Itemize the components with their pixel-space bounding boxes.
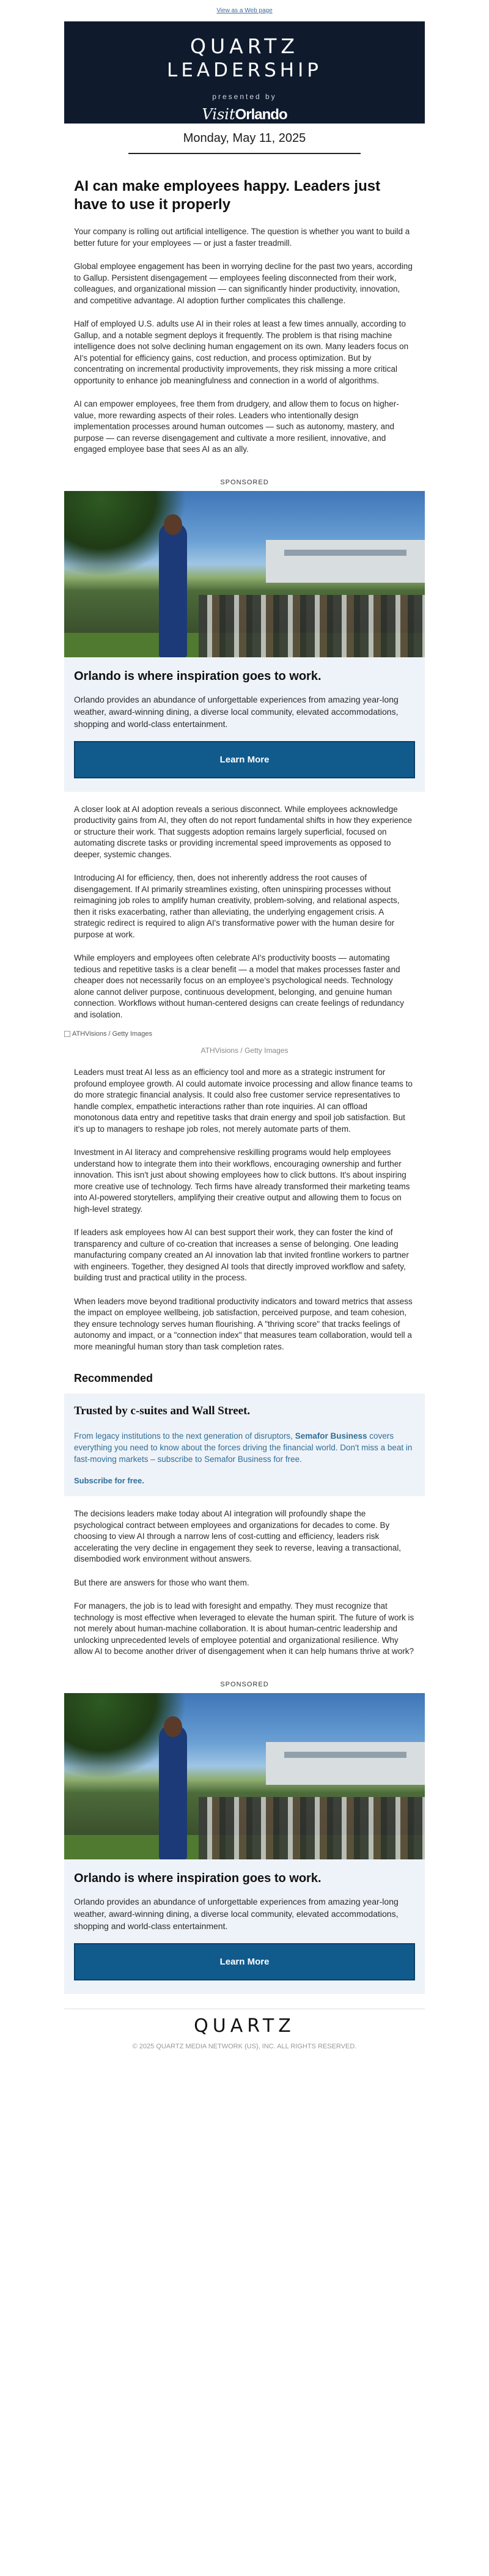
logo-orlando-text: Orlando	[235, 106, 287, 123]
paragraph: Leaders must treat AI less as an efficiency tool and more as a strategic instrument for profound employee growth. AI could automate invoice processing and allow finance teams to do more strategic financial analysis. It could also free customer service representatives to handle complex, empathetic interactions rather than rote inquiries. AI can offload monotonous data entry and repetitive tasks that drain energy and spoil job satisfaction. But it's up to managers to reshape job roles, not merely automate parts of them.	[74, 1068, 413, 1134]
paragraph: Global employee engagement has been in worrying decline for the past two years, according to Gallup. Persistent disengagement — employees feeling disconnected from their work, colleagues, and organizational mission — can significantly hinder productivity, innovation, and competitive advantage. AI adoption further complicates this challenge.	[74, 262, 413, 305]
paragraph: For managers, the job is to lead with foresight and empathy. They must recognize that technology is most effective when leveraged to elevate the human spirit. The future of work is not merely about human-machine collaboration. It is about human-centric leadership and unlocking unprecedented levels of employee potential and organizational resilience. Why allow AI to become another driver of disengagement when it can help humans thrive at work?	[74, 1601, 414, 1656]
paragraph: When leaders move beyond traditional productivity indicators and toward metrics that assess the impact on employee wellbeing, job satisfaction, perceived purpose, and team cohesion, they ensure technology serves human flourishing. A "thriving score" that tracks feelings of autonomy and impact, or a "connection index" that measures team collaboration, would tell a more meaningful human story than task completion rates.	[74, 1296, 413, 1351]
logo-visit-text: Visit	[202, 106, 235, 123]
recommended-body-lead: From legacy institutions to the next generation of disruptors,	[74, 1431, 295, 1441]
brand-line-leadership: LEADERSHIP	[167, 59, 322, 81]
date-divider	[128, 153, 361, 154]
article-body	[64, 177, 425, 456]
sponsored-ad	[64, 1693, 425, 1994]
issue-date: Monday, May 11, 2025	[183, 131, 306, 145]
learn-more-button[interactable]: Learn More	[74, 1943, 415, 1980]
broken-image-icon	[64, 1031, 70, 1037]
masthead	[64, 21, 425, 124]
sponsored-label: SPONSORED	[220, 478, 269, 486]
footer-logo[interactable]: QUARTZ	[64, 2009, 425, 2037]
view-as-web-page-link[interactable]: View as a Web page	[216, 7, 273, 14]
photo-speaker	[159, 523, 187, 657]
paragraph: But there are answers for those who want them.	[74, 1578, 249, 1587]
paragraph: Introducing AI for efficiency, then, does not inherently address the root causes of disengagement. If AI primarily streamlines existing, often uninspiring processes without reimagining job roles to amplify human creativity, problem-solving, and relational aspects, then it risks exacerbating, rather than alleviating, the underlying engagement crisis. A strategic redirect is required to align AI's transformative power with the human desire for purpose at work.	[74, 873, 400, 939]
ad-headline: Orlando is where inspiration goes to work.	[74, 669, 322, 683]
recommended-body[interactable]	[74, 1430, 415, 1465]
paragraph: A closer look at AI adoption reveals a serious disconnect. While employees acknowledge productivity gains from AI, they often do not report fundamental shifts in how they experience or structure their work. That suggests adoption remains largely superficial, focused on automating discrete tasks or providing incremental speed improvements as opposed to deeper, systemic changes.	[74, 804, 413, 859]
paragraph: While employers and employees often celebrate AI's productivity boosts — automating tedious and repetitive tasks is a clear benefit — a model that makes processes faster and cheaper does not necessarily focus on an employee's psychological needs. Technology alone cannot deliver purpose, continuous development, belonging, and genuine human connection. Workflows without human-centered designs can create feelings of redundancy and isolation.	[74, 953, 405, 1019]
paragraph: Investment in AI literacy and comprehensive reskilling programs would help employees understand how to integrate them into their workflows, encouraging ownership and further innovation. This isn't just about showing employees how to click buttons. It's about inspiring more creative use of technology. Tech firms have already transformed their marketing teams into AI-powered storytellers, amplifying their creative output and allowing them to focus on high-level strategy.	[74, 1148, 410, 1214]
article-body-part3	[64, 1067, 425, 1385]
photo-building	[266, 540, 425, 583]
photo-speaker-head	[164, 514, 182, 535]
recommended-title: Trusted by c-suites and Wall Street.	[74, 1404, 251, 1417]
paragraph: Your company is rolling out artificial intelligence. The question is whether you want to build a better future for your employees — or just a faster treadmill.	[74, 227, 410, 248]
ad-headline: Orlando is where inspiration goes to work.	[74, 1871, 322, 1885]
brand-line-quartz: QUARTZ	[190, 34, 299, 58]
image-alt-text: ATHVisions / Getty Images	[72, 1030, 153, 1038]
sponsored-ad	[64, 491, 425, 792]
ad-event-photo[interactable]	[64, 491, 425, 657]
ad-event-photo[interactable]	[64, 1693, 425, 1859]
photo-building-band	[284, 1752, 406, 1758]
recommended-box	[64, 1393, 425, 1496]
paragraph: If leaders ask employees how AI can best support their work, they can foster the kind of transparency and culture of co-creation that increases a sense of belonging. One leading manufacturing company created an AI innovation lab that invited frontline workers to partner with engineers. Together, they designed AI tools that directly improved workflow and safety, building trust and practical utility in the process.	[74, 1228, 409, 1282]
photo-building	[266, 1742, 425, 1785]
ad-body: Orlando provides an abundance of unforgettable experiences from amazing year-long weather, award-winning dining, a diverse local community, elevated accommodations, shopping and world-class entertainment.	[74, 694, 399, 729]
photo-speaker	[159, 1725, 187, 1859]
learn-more-button[interactable]: Learn More	[74, 741, 415, 778]
photo-speaker-head	[164, 1716, 182, 1737]
broken-image	[64, 1030, 425, 1038]
recommended-body-rest: covers everything you need to know about the forces driving the financial world. Don't miss a beat in fast-moving markets – subscribe to Semafor Business for free.	[74, 1431, 413, 1464]
photo-audience	[199, 595, 425, 657]
article-body-part4	[64, 1508, 425, 1658]
email-container	[64, 0, 425, 2060]
paragraph: AI can empower employees, free them from drudgery, and allow them to focus on higher-value, more rewarding aspects of their roles. Leaders who intentionally design implementation processes around human outcomes — such as autonomy, mastery, and purpose — can reverse disengagement and cultivate a more resilient, innovative, and engaged employee base that sees AI as an ally.	[74, 399, 399, 454]
paragraph: The decisions leaders make today about AI integration will profoundly shape the psychological contract between employees and organizations for decades to come. By choosing to view AI through a narrow lens of cost-cutting and efficiency, leaders risk accelerating the very decline in engagement they seek to reverse, leaving a transactional, disembodied work environment without answers.	[74, 1509, 402, 1563]
recommended-heading: Recommended	[74, 1372, 153, 1384]
ad-body: Orlando provides an abundance of unforgettable experiences from amazing year-long weather, award-winning dining, a diverse local community, elevated accommodations, shopping and world-class entertainment.	[74, 1896, 399, 1931]
article-headline: AI can make employees happy. Leaders just have to use it properly	[74, 178, 381, 213]
article-body-continued	[64, 804, 425, 1021]
presented-by-label: presented by	[212, 92, 277, 101]
subscribe-link[interactable]: Subscribe for free.	[74, 1476, 144, 1485]
paragraph: Half of employed U.S. adults use AI in their roles at least a few times annually, according to Gallup, and a notable segment deploys it frequently. The problem is that rising machine intelligence does not solve declining human engagement on its own. Many leaders focus on AI's potential for efficiency gains, cost reduction, and process optimization. But by concentrating on incremental productivity improvements, they risk missing a more critical opportunity to enhance job meaningfulness and connection in a world of algorithms.	[74, 319, 409, 385]
image-caption: ATHVisions / Getty Images	[200, 1046, 289, 1055]
recommended-body-brand: Semafor Business	[295, 1431, 367, 1441]
sponsored-label: SPONSORED	[220, 1680, 269, 1688]
copyright: © 2025 QUARTZ MEDIA NETWORK (US), INC. ALL RIGHTS RESERVED.	[132, 2042, 357, 2050]
visit-orlando-logo[interactable]	[64, 106, 425, 124]
photo-audience	[199, 1797, 425, 1859]
photo-building-band	[284, 550, 406, 556]
